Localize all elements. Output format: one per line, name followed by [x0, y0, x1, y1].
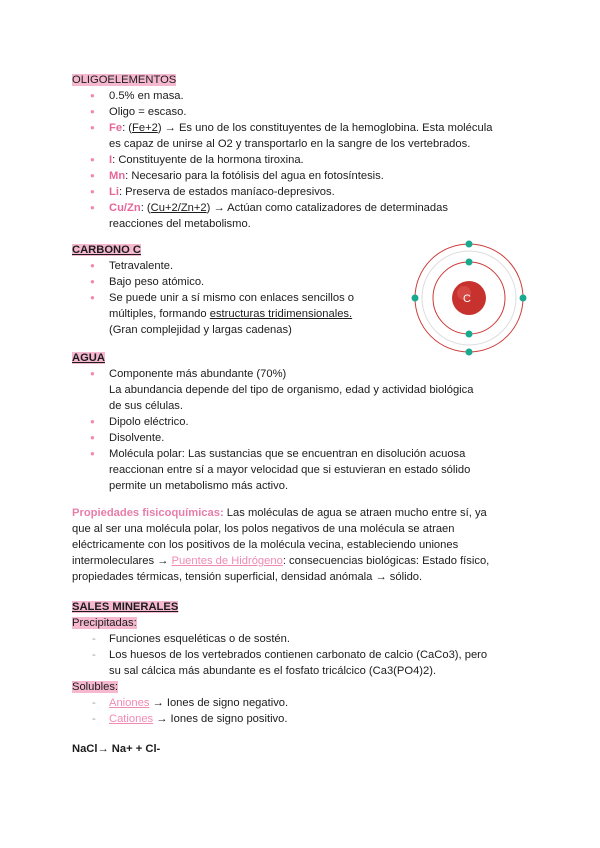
- list-item: ● Componente más abundante (70%) La abundancia depende del tipo de organismo, edad y actividad biológica de sus células.: [90, 366, 473, 414]
- precipitadas-label: Precipitadas:: [72, 617, 137, 629]
- solubles-label: Solubles:: [72, 681, 119, 693]
- carbono-section: [72, 242, 354, 338]
- carbono-list: [90, 258, 354, 338]
- list-item: ● Disolvente.: [90, 430, 473, 446]
- list-item: ● 0.5% en masa.: [90, 88, 492, 104]
- electron: [520, 295, 527, 302]
- oligo-list: [90, 88, 492, 232]
- carbon-atom-diagram: [410, 238, 528, 358]
- agua-title: AGUA: [72, 352, 105, 364]
- list-item: - Cationes → Iones de signo positivo.: [90, 711, 487, 727]
- puentes-hidrogeno-link[interactable]: Puentes de Hidrógeno: [171, 555, 283, 567]
- cationes-link[interactable]: Cationes: [109, 713, 154, 725]
- sales-section: [72, 599, 487, 757]
- agua-list: [90, 366, 473, 494]
- atom-symbol: C: [463, 293, 471, 305]
- list-item: ● I: Constituyente de la hormona tiroxina.: [90, 152, 492, 168]
- list-item: ● Mn: Necesario para la fotólisis del agua en fotosíntesis.: [90, 168, 492, 184]
- propiedades-label: Propiedades fisicoquímicas:: [72, 507, 224, 519]
- list-item: ● Dipolo eléctrico.: [90, 414, 473, 430]
- aniones-link[interactable]: Aniones: [109, 697, 150, 709]
- list-item: ● Fe: (Fe+2) → Es uno de los constituyentes de la hemoglobina. Esta molécula es capaz de unirse al O2 y transportarlo en la sangre de los vertebrados.: [90, 120, 492, 152]
- list-item: ● Bajo peso atómico.: [90, 274, 354, 290]
- oligo-section: [72, 72, 492, 232]
- electron: [466, 259, 473, 266]
- list-item: ● Molécula polar: Las sustancias que se encuentran en disolución acuosa reaccionan entre sí a mayor velocidad que si estuvieran en estado sólido permite un metabolismo más activo.: [90, 446, 473, 494]
- list-item: ● Tetravalente.: [90, 258, 354, 274]
- carbono-title: CARBONO C: [72, 244, 141, 256]
- list-item: ● Li: Preserva de estados maníaco-depresivos.: [90, 184, 492, 200]
- list-item: - Funciones esqueléticas o de sostén.: [90, 631, 487, 647]
- agua-section: [72, 350, 473, 494]
- solubles-list: [90, 695, 487, 727]
- list-item: ● Oligo = escaso.: [90, 104, 492, 120]
- electron: [466, 331, 473, 338]
- oligo-title: OLIGOELEMENTOS: [72, 74, 177, 86]
- sales-title: SALES MINERALES: [72, 601, 179, 613]
- electron: [466, 241, 473, 248]
- nacl-equation: NaCl→ Na+ + Cl-: [72, 743, 161, 755]
- list-item: ● Cu/Zn: (Cu+2/Zn+2) → Actúan como catalizadores de determinadas reacciones del metabolismo.: [90, 200, 492, 232]
- precipitadas-list: [90, 631, 487, 679]
- electron: [412, 295, 419, 302]
- list-item: - Aniones → Iones de signo negativo.: [90, 695, 487, 711]
- list-item: ● Se puede unir a sí mismo con enlaces sencillos o múltiples, formando estructuras tridimensionales. (Gran complejidad y largas cadenas): [90, 290, 354, 338]
- propiedades-paragraph: Propiedades fisicoquímicas: Las moléculas de agua se atraen mucho entre sí, ya que al ser una molécula polar, los polos negativos de una molécula se atraen eléctricamente con los positivos de la molécula vecina, estableciendo uniones intermoleculares → Puentes de Hidrógeno: consecuencias biológicas: Estado físico, propiedades térmicas, tensión superficial, densidad anómala → sólido.: [72, 507, 490, 583]
- list-item: - Los huesos de los vertebrados contienen carbonato de calcio (CaCo3), pero su sal cálcica más abundante es el fosfato tricálcico (Ca3(PO4)2).: [90, 647, 487, 679]
